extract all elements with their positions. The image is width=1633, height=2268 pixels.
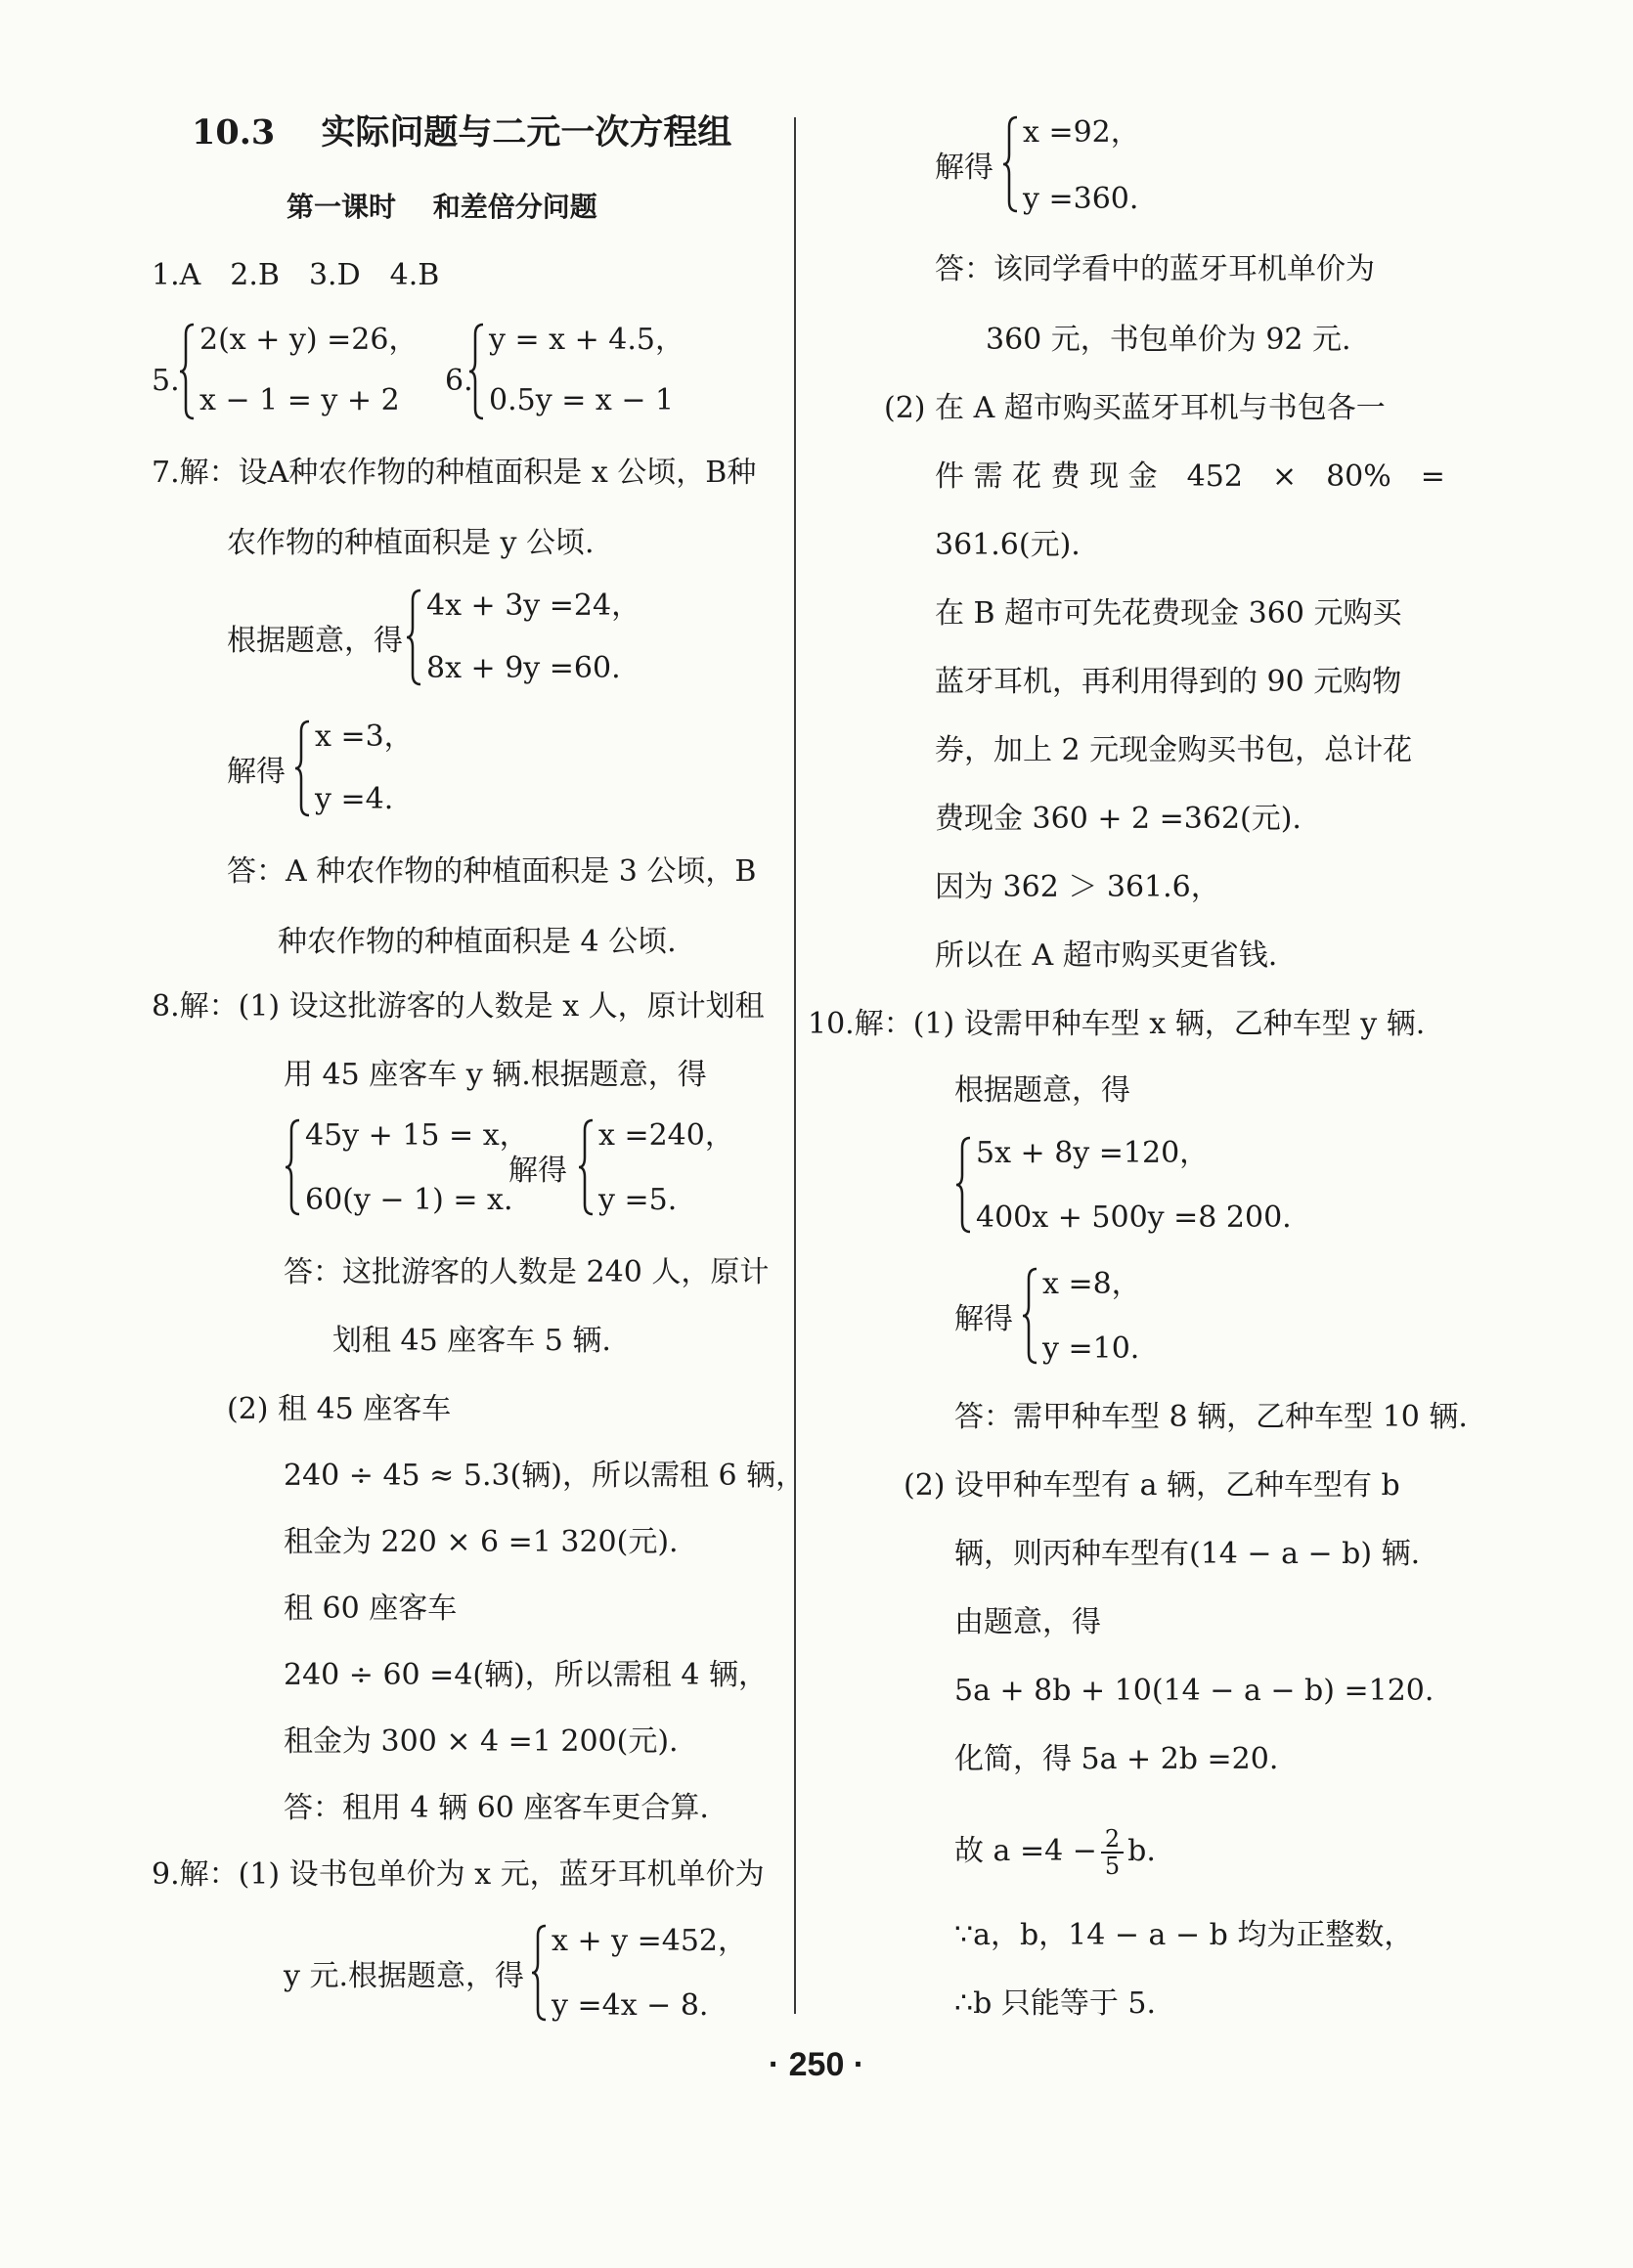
q10-fraction-suffix: b. [1127, 1834, 1156, 1868]
q9-solution-1: x =92， [1023, 115, 1140, 150]
q7-sys1-equation-1: 4x + 3y =24， [426, 589, 641, 623]
q10-part2-line-5: 化简，得 5a + 2b =20. [954, 1742, 1279, 1776]
q10-fraction-prefix: 故 a =4 − [954, 1834, 1097, 1868]
q9-answer-line-1: 答：该同学看中的蓝牙耳机单价为 [935, 252, 1375, 286]
q7-line-1: 7.解：设A种农作物的种植面积是 x 公顷，B种 [152, 456, 757, 490]
q9-equation-1: x + y =452， [552, 1924, 748, 1958]
q8-answer-line-1: 答：这批游客的人数是 240 人，原计 [284, 1255, 770, 1289]
q9-equation-2: y =4x − 8. [552, 1988, 709, 2023]
brace-icon [293, 718, 313, 819]
q7-sys1-equation-2: 8x + 9y =60. [426, 651, 621, 685]
brace-icon [1021, 1265, 1040, 1367]
q8-sys1-equation-1: 45y + 15 = x， [305, 1118, 529, 1153]
q9-part2-line-3: 361.6(元). [935, 528, 1081, 562]
q9-part2-line-6: 券，加上 2 元现金购买书包，总计花 [935, 733, 1413, 767]
q10-part2-line-2: 辆，则丙种车型有(14 − a − b) 辆. [954, 1537, 1421, 1571]
q8-sys2-equation-2: y =5. [598, 1183, 678, 1217]
fraction-numerator: 2 [1101, 1826, 1124, 1854]
q6-equation-2: 0.5y = x − 1 [489, 383, 675, 417]
q10-sys1-equation-2: 400x + 500y =8 200. [976, 1200, 1292, 1235]
q10-part2-line-6 [954, 1826, 1156, 1879]
q8-solve-label: 解得 [508, 1154, 567, 1188]
q10-sys1-equation-1: 5x + 8y =120， [976, 1136, 1210, 1170]
fraction-denominator: 5 [1104, 1853, 1121, 1880]
q8-line-1: 8.解：(1) 设这批游客的人数是 x 人，原计划租 [152, 989, 765, 1024]
q7-sys2-equation-1: x =3， [315, 720, 414, 754]
q7-sys2-equation-2: y =4. [315, 782, 394, 816]
q10-part2-line-4: 5a + 8b + 10(14 − a − b) =120. [954, 1674, 1434, 1708]
q9-solution-2: y =360. [1023, 182, 1139, 216]
q10-sys2-equation-2: y =10. [1042, 1331, 1140, 1366]
q10-part2-line-7: ∵a，b，14 − a − b 均为正整数， [954, 1918, 1414, 1952]
q8-answer-line-2: 划租 45 座客车 5 辆. [332, 1324, 611, 1358]
brace-icon [467, 321, 487, 422]
q9-line-2: y 元.根据题意，得 [284, 1959, 525, 1993]
q10-line-3: 解得 [954, 1302, 1013, 1336]
q6-label: 6. [445, 364, 473, 398]
q10-line-2: 根据题意，得 [954, 1073, 1130, 1108]
q8-part2-line-1: (2) 租 45 座客车 [227, 1392, 452, 1426]
q9-part2-line-4: 在 B 超市可先花费现金 360 元购买 [935, 596, 1402, 631]
brace-icon [284, 1116, 303, 1218]
q8-sys1-equation-2: 60(y − 1) = x. [305, 1183, 513, 1217]
q8-part2-line-4: 租 60 座客车 [284, 1592, 458, 1626]
q6-equation-1: y = x + 4.5， [489, 323, 684, 357]
q5-equation-1: 2(x + y) =26， [199, 323, 419, 357]
brace-icon [1001, 113, 1021, 215]
q9-part2-line-8: 因为 362 ＞ 361.6， [935, 870, 1220, 904]
q7-answer-line-1: 答：A 种农作物的种植面积是 3 公顷，B [227, 854, 757, 889]
section-title: 10.3 实际问题与二元一次方程组 [192, 112, 732, 153]
q9-part2-line-7: 费现金 360 + 2 =362(元). [935, 802, 1302, 836]
q7-answer-line-2: 种农作物的种植面积是 4 公顷. [278, 925, 677, 959]
q7-line-4: 解得 [227, 755, 286, 789]
q10-sys2-equation-1: x =8， [1042, 1267, 1141, 1301]
q10-part2-line-1: (2) 设甲种车型有 a 辆，乙种车型有 b [904, 1468, 1400, 1503]
q8-line-2: 用 45 座客车 y 辆.根据题意，得 [284, 1058, 707, 1092]
q9-line-1: 9.解：(1) 设书包单价为 x 元，蓝牙耳机单价为 [152, 1857, 765, 1892]
q10-answer: 答：需甲种车型 8 辆，乙种车型 10 辆. [954, 1400, 1468, 1434]
q9-part2-conclusion: 所以在 A 超市购买更省钱. [935, 938, 1278, 973]
q5-label: 5. [152, 364, 180, 398]
q9-answer-line-2: 360 元，书包单价为 92 元. [986, 323, 1351, 357]
q9-part2-line-5: 蓝牙耳机，再利用得到的 90 元购物 [935, 665, 1402, 699]
column-divider [794, 117, 796, 2014]
q10-line-1: 10.解：(1) 设需甲种车型 x 辆，乙种车型 y 辆. [808, 1007, 1426, 1041]
fraction [1101, 1826, 1124, 1879]
q9-part2-line-2: 件 需 花 费 现 金 452 × 80% = [935, 459, 1445, 494]
brace-icon [178, 321, 198, 422]
q7-line-2: 农作物的种植面积是 y 公顷. [227, 526, 595, 560]
q10-part2-line-8: ∴b 只能等于 5. [954, 1986, 1156, 2021]
q8-part2-line-2: 240 ÷ 45 ≈ 5.3(辆)，所以需租 6 辆， [284, 1459, 806, 1493]
brace-icon [954, 1134, 974, 1236]
answers-1-4: 1.A 2.B 3.D 4.B [152, 258, 440, 292]
lesson-subtitle: 第一课时 和差倍分问题 [287, 191, 597, 223]
q8-part2-line-5: 240 ÷ 60 =4(辆)，所以需租 4 辆， [284, 1658, 768, 1692]
q5-equation-2: x − 1 = y + 2 [199, 383, 400, 417]
q8-sys2-equation-1: x =240， [598, 1118, 734, 1153]
q8-part2-line-3: 租金为 220 × 6 =1 320(元). [284, 1525, 679, 1559]
brace-icon [405, 587, 424, 688]
q9-solve-label: 解得 [935, 151, 993, 185]
brace-icon [530, 1922, 550, 2024]
brace-icon [577, 1116, 596, 1218]
q8-part2-line-6: 租金为 300 × 4 =1 200(元). [284, 1724, 679, 1759]
q8-part2-answer: 答：租用 4 辆 60 座客车更合算. [284, 1791, 709, 1825]
q7-line-3: 根据题意，得 [227, 624, 403, 658]
q10-part2-line-3: 由题意，得 [954, 1605, 1101, 1639]
q9-part2-line-1: (2) 在 A 超市购买蓝牙耳机与书包各一 [884, 391, 1386, 425]
page-number: · 250 · [768, 2046, 865, 2083]
